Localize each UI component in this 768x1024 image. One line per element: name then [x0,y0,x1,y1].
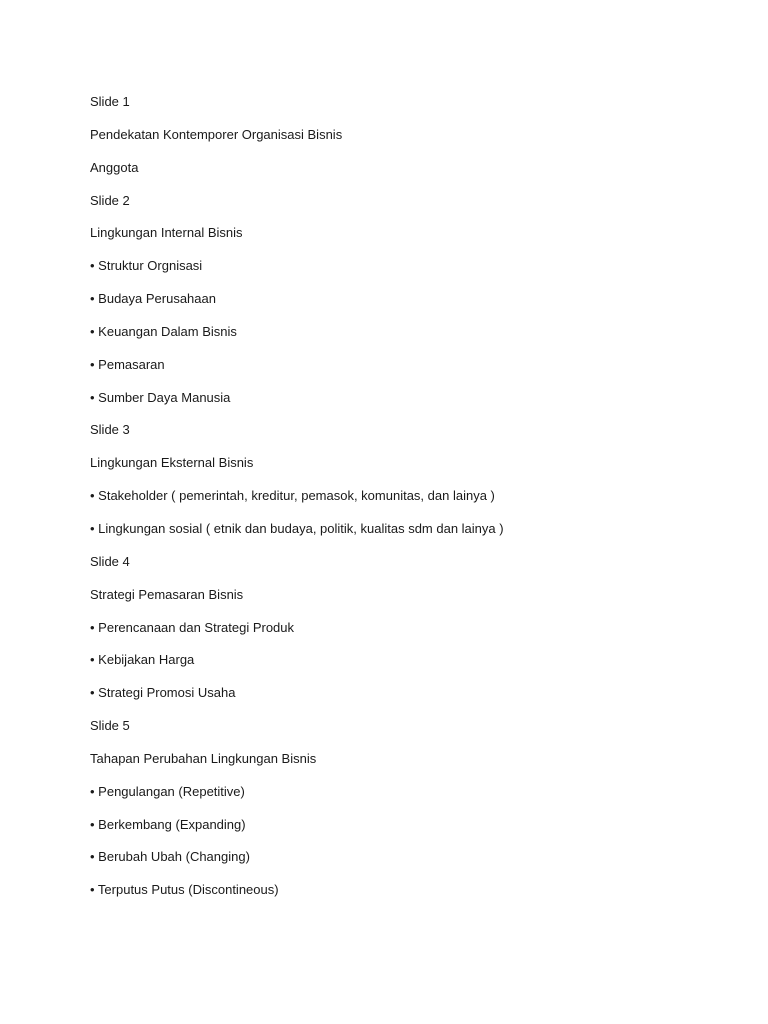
bullet-item: • Sumber Daya Manusia [90,389,231,405]
document-body [90,92,730,913]
slide-label: Slide 3 [90,422,130,438]
bullet-item: • Terputus Putus (Discontineous) [90,882,279,898]
bullet-item: • Pemasaran [90,356,165,372]
bullet-item: • Berubah Ubah (Changing) [90,849,250,865]
slide-title: Lingkungan Internal Bisnis [90,225,243,241]
bullet-item: • Keuangan Dalam Bisnis [90,323,237,339]
slide-title: Pendekatan Kontemporer Organisasi Bisnis [90,126,343,142]
slide-label: Slide 5 [90,718,130,734]
bullet-item: • Perencanaan dan Strategi Produk [90,619,295,635]
slide-title: Strategi Pemasaran Bisnis [90,586,244,602]
slide-title: Lingkungan Eksternal Bisnis [90,455,254,471]
slide-label: Slide 2 [90,192,130,208]
bullet-item: • Berkembang (Expanding) [90,816,246,832]
slide-title: Tahapan Perubahan Lingkungan Bisnis [90,750,317,766]
slide-label: Slide 4 [90,553,130,569]
bullet-item: • Pengulangan (Repetitive) [90,783,245,799]
bullet-item: • Strategi Promosi Usaha [90,685,236,701]
bullet-item: • Lingkungan sosial ( etnik dan budaya, politik, kualitas sdm dan lainya ) [90,520,504,536]
text-line: Anggota [90,159,139,175]
bullet-item: • Budaya Perusahaan [90,291,216,307]
bullet-item: • Stakeholder ( pemerintah, kreditur, pemasok, komunitas, dan lainya ) [90,488,495,504]
bullet-item: • Kebijakan Harga [90,652,195,668]
slide-label: Slide 1 [90,94,130,109]
bullet-item: • Struktur Orgnisasi [90,258,203,274]
